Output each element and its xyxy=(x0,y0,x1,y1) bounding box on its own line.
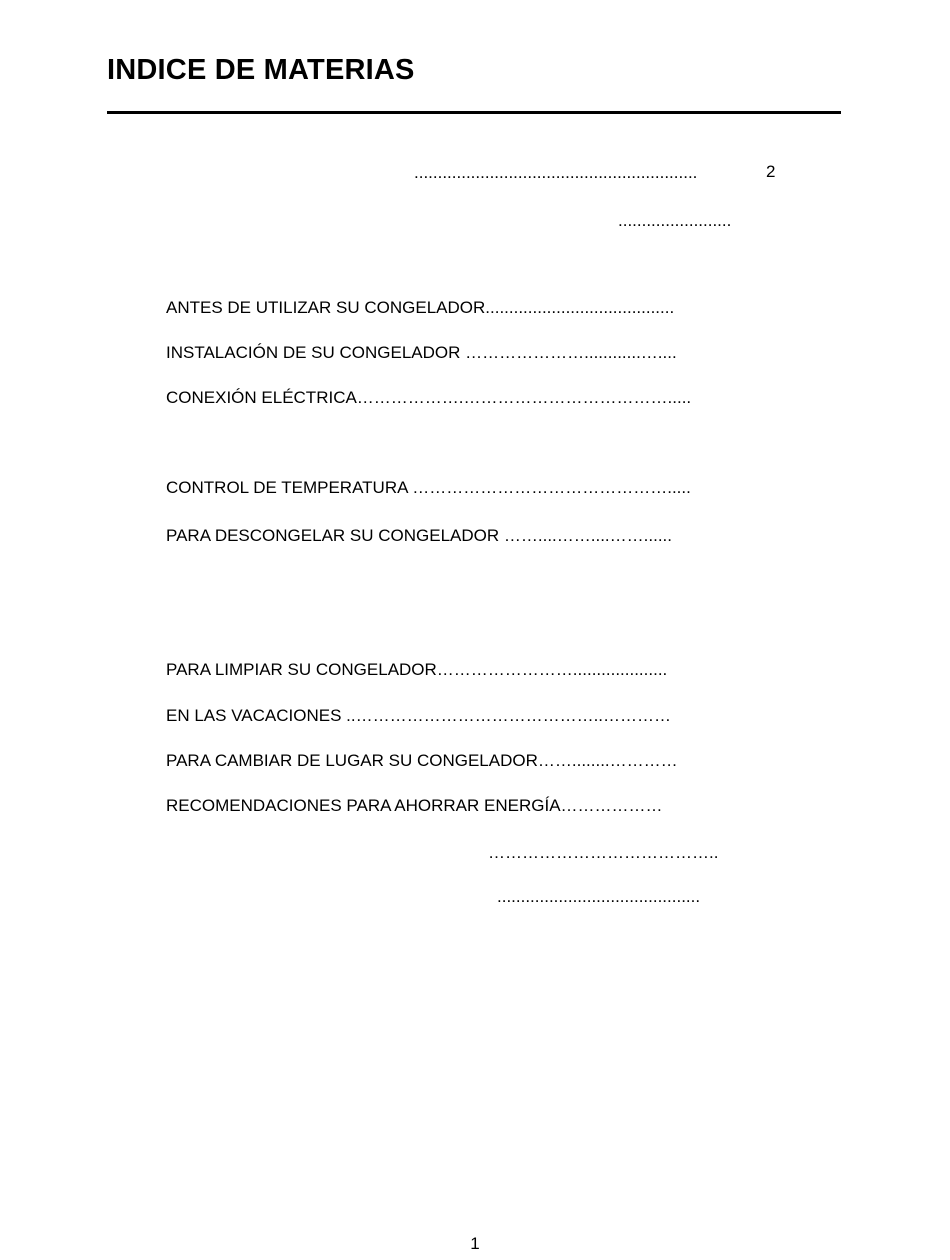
page-number: 1 xyxy=(470,1234,480,1253)
toc-entry-instalacion: INSTALACIÓN DE SU CONGELADOR …………………............….... xyxy=(166,343,677,362)
toc-entry-descongelar: PARA DESCONGELAR SU CONGELADOR ……....……....……...... xyxy=(166,526,672,545)
toc-entry-vacaciones: EN LAS VACACIONES ..……………………………………..………… xyxy=(166,706,672,725)
toc-entry-ahorrar-energia: RECOMENDACIONES PARA AHORRAR ENERGÍA……………… xyxy=(166,796,663,815)
toc-entry-cambiar-lugar: PARA CAMBIAR DE LUGAR SU CONGELADOR……........………… xyxy=(166,751,678,770)
toc-entry-1: ............................................................ xyxy=(414,163,698,182)
title-divider xyxy=(107,111,841,114)
toc-entry-limpiar: PARA LIMPIAR SU CONGELADOR…………………….................... xyxy=(166,660,668,679)
toc-entry-antes-de-utilizar: ANTES DE UTILIZAR SU CONGELADOR........................................ xyxy=(166,298,675,317)
toc-entry-2: ........................ xyxy=(618,211,732,230)
toc-entry-13: ........................................... xyxy=(497,887,701,906)
toc-entry-conexion-electrica: CONEXIÓN ELÉCTRICA……………….………………………………..... xyxy=(166,388,692,407)
toc-entry-control-temperatura: CONTROL DE TEMPERATURA ………………………………………..... xyxy=(166,478,691,497)
toc-entry-12: ………………………………….. xyxy=(488,843,719,862)
toc-entry-1-page: 2 xyxy=(766,162,776,181)
page-title: INDICE DE MATERIAS xyxy=(107,54,415,86)
